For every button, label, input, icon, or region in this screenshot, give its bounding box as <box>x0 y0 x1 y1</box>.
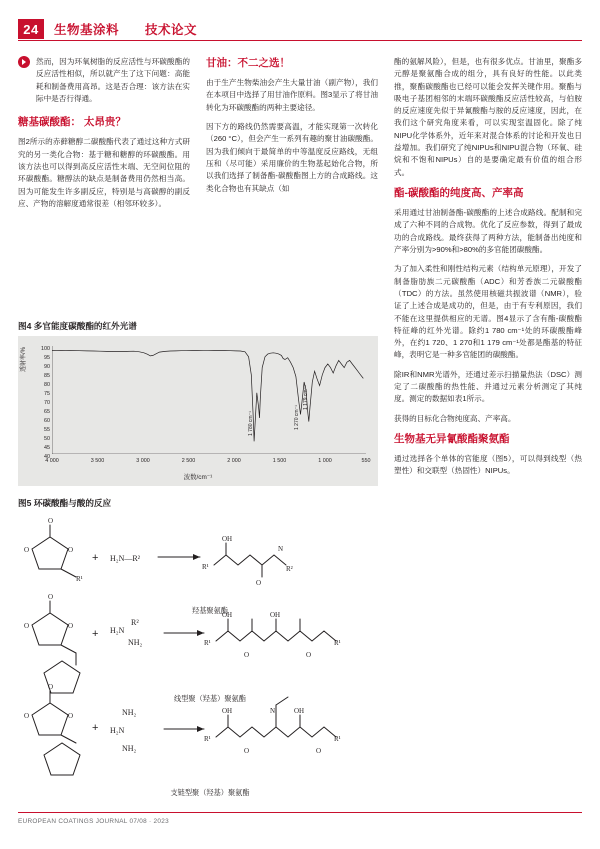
svg-text:O: O <box>244 651 250 659</box>
col2-paragraph-1: 由于生产生物柴油会产生大量甘油（副产物），我们在本项目中选择了用甘油作原料。图3显示了将甘油转化为环碳酸酯的两种主要途径。 <box>206 78 378 112</box>
col3-paragraph-4: 获得的目标化合物纯度高、产率高。 <box>394 413 516 423</box>
svg-text:O: O <box>68 712 74 720</box>
figure4-x-tick: 550 <box>361 458 371 464</box>
figure4-y-tick: 75 <box>44 391 50 397</box>
column-two <box>206 56 378 202</box>
figure4-y-tick: 80 <box>44 382 50 388</box>
svg-text:O: O <box>48 517 54 525</box>
figure4-x-ticks <box>40 458 376 468</box>
svg-text:O: O <box>48 593 54 601</box>
column-three <box>394 56 582 485</box>
svg-text:OH: OH <box>270 611 281 619</box>
figure5-caption-2: 线型聚（羟基）聚氨酯 <box>174 694 246 703</box>
svg-text:O: O <box>244 747 250 755</box>
col3-paragraph-3: 除IR和NMR光谱外，还通过差示扫描量热法（DSC）测定了二碳酸酯的热性能、并通过元素分析测定了其纯度。测定的数据如表1所示。 <box>394 369 582 404</box>
svg-text:N: N <box>278 545 284 553</box>
svg-text:NH₂: NH₂ <box>122 744 137 753</box>
figure4-x-tick: 3 000 <box>136 458 150 464</box>
svg-text:OH: OH <box>222 707 233 715</box>
svg-text:OH: OH <box>222 611 233 619</box>
figure4-x-tick: 2 500 <box>181 458 196 464</box>
col2-heading: 甘油：不二之选！ <box>206 57 290 69</box>
figure5-caption-3: 支链型聚（羟基）聚氨酯 <box>170 788 250 797</box>
svg-text:R¹: R¹ <box>76 575 83 583</box>
col1-paragraph-1: 图2所示的赤藓糖醇二碳酸酯代表了通过这种方式研究的另一类化合物：基于糖和糖醇的环碳酸酯。用该方法也可以得到高反应活性末端、无空间位阻的环碳酸酯。糖醇法的缺点是制备费用仍然相当高。因为可能发生许多副反应，特别是与高碳醇的副反应、产物的溶解度通常很差（相邻环较多）。 <box>18 137 190 208</box>
col3-paragraph-1: 采用通过甘油制备酯-碳酸酯的上述合成路线。配制和完成了六种不同的合成物。优化了反应参数，得到了最成功的合成路线。最终获得了两种方法，能制备出纯度和产率分别为>90%和>80%的多官能团碳酸酯。 <box>394 208 582 255</box>
svg-text:R¹: R¹ <box>202 563 209 571</box>
figure5-panel <box>18 513 378 801</box>
figure4-x-axis-label: 波数/cm⁻¹ <box>183 474 213 481</box>
figure4-x-tick: 1 000 <box>318 458 332 464</box>
figure4-y-tick: 65 <box>44 409 50 415</box>
figure4-peak-label: 1 179 cm⁻¹ <box>302 385 309 410</box>
col1-heading: 糖基碳酸酯： 太昂贵？ <box>18 116 126 129</box>
svg-text:O: O <box>68 546 74 554</box>
svg-text:N: N <box>270 707 276 715</box>
svg-text:R²: R² <box>286 565 293 573</box>
svg-text:OH: OH <box>294 707 305 715</box>
svg-text:O: O <box>68 622 74 630</box>
svg-text:H₂N—R²: H₂N—R² <box>110 554 141 563</box>
figure4-y-tick: 60 <box>44 418 50 424</box>
header-category: 生物基涂料 <box>54 23 120 37</box>
svg-text:+: + <box>92 552 99 564</box>
figure4-y-tick: 70 <box>44 400 50 406</box>
svg-text:R¹: R¹ <box>204 735 211 743</box>
figure4-x-tick: 3 500 <box>90 458 105 464</box>
figure5-caption-1: 羟基聚氨酯 <box>192 606 228 615</box>
svg-text:R²: R² <box>131 618 139 627</box>
header-divider <box>18 40 582 41</box>
svg-text:H₂N: H₂N <box>110 626 125 635</box>
figure4-y-tick: 40 <box>44 454 50 460</box>
svg-text:R¹: R¹ <box>334 639 341 647</box>
figure4-y-tick: 95 <box>44 355 50 361</box>
svg-text:+: + <box>92 722 99 734</box>
figure4-y-tick: 90 <box>44 364 50 370</box>
svg-text:O: O <box>48 683 54 691</box>
svg-text:R¹: R¹ <box>204 639 211 647</box>
svg-text:O: O <box>256 579 262 587</box>
svg-text:+: + <box>92 628 99 640</box>
figure5-reaction-scheme <box>18 513 378 801</box>
column-one <box>18 56 190 217</box>
figure4-peak-label: 1 780 cm⁻¹ <box>248 411 255 436</box>
figure4-title: 图4 多官能度碳酸酯的红外光谱 <box>18 321 137 331</box>
col2-paragraph-2: 因下方的路线仍然需要高温，才能实现第一次转化（260 °C），但会产生一系列有趣的聚甘油碳酸酯。因为我们倾向于最简单的中等温度反应路线，无组压和（尽可能）采用廉价的生物基起始化合物，所以我们选择了制备酯-碳酸酯图上方的合成路线。这类化合物也有其缺点（如 <box>206 122 378 193</box>
svg-text:O: O <box>24 546 30 554</box>
figure4-y-tick: 45 <box>44 445 50 451</box>
col3-heading-2: 生物基无异氰酸酯聚氨酯 <box>394 432 510 445</box>
figure4-y-tick: 55 <box>44 427 50 433</box>
figure4-peak-label: 1 270 cm⁻¹ <box>294 405 301 430</box>
play-bullet-icon <box>18 56 30 68</box>
svg-text:R¹: R¹ <box>334 735 341 743</box>
figure4-y-tick: 100 <box>41 346 50 352</box>
col3-paragraph-5: 通过选择各个单体的官能度（图5），可以得到线型（热塑性）和交联型（热固性）NIPUs。 <box>394 454 582 476</box>
svg-text:H₂N: H₂N <box>110 726 125 735</box>
figure4-x-tick: 4 000 <box>45 458 59 464</box>
figure4-spectrum-chart <box>52 346 366 454</box>
svg-text:NH₂: NH₂ <box>128 638 143 647</box>
col3-heading-1: 酯-碳酸酯的纯度高、产率高 <box>394 186 524 199</box>
svg-text:O: O <box>316 747 322 755</box>
figure4-y-axis-label: 透射率/% <box>21 346 27 372</box>
svg-text:O: O <box>306 651 312 659</box>
header-section: 技术论文 <box>145 23 198 37</box>
figure5-title: 图5 环碳酸酯与酸的反应 <box>18 498 112 508</box>
figure4-y-ticks <box>26 342 50 458</box>
page-header <box>18 18 582 40</box>
svg-text:O: O <box>24 712 30 720</box>
footer-text: EUROPEAN COATINGS JOURNAL 07/08 · 2023 <box>18 818 169 825</box>
svg-text:OH: OH <box>222 535 233 543</box>
col3-intro: 酯的氨解风险），但是，也有很多优点。甘油里，聚酯多元醇是聚氨酯合成的组分，具有良好的性能。以此类推，聚酯碳酸酯也已经可以能会发挥关键作用。聚酯与吸电子基团相邻的末端环碳酸酯反应活性较高，与伯胺的反应速度先似于异氰酸酯与胺的反应速度，因此，在我们这个研究角度来看，可以实现室温固化。除了纯NIPU化学体系外，近年来对混合体系的讨论和开发也日益增加。我们研究了纯NIPUs和NIPU混合物（环氧、硅烷和不饱和NIPUs）自的是要确定最有价值的组合形式。 <box>394 57 582 177</box>
page-number: 24 <box>18 19 44 39</box>
figure4-y-tick: 50 <box>44 436 50 442</box>
figure4-y-tick: 85 <box>44 373 50 379</box>
col3-paragraph-2: 为了加入柔性和刚性结构元素（结构单元原理），开发了制备脂肪族二元碳酸酯（ADC）和芳香族二元碳酸酯（TDC）的方法。虽然使用核磁共振波谱（NMR），验证了上述合成是成功的，但是，由于有专利原因，我们不能在这里提供相应的无谱。图4显示了含有酯-碳酸酯特征峰的红外光谱。除约1 780 cm⁻¹处的环碳酸酯峰外，在约1 720、1 270和1 179 cm⁻¹处都是酯基的特征峰，表明它是一种多官能团的碳酸酯。 <box>394 264 582 360</box>
lead-paragraph-row <box>18 56 190 105</box>
figure4-x-tick: 2 000 <box>227 458 241 464</box>
footer-divider <box>18 812 582 813</box>
svg-text:NH₂: NH₂ <box>122 708 137 717</box>
svg-text:O: O <box>24 622 30 630</box>
figure4-x-tick: 1 500 <box>272 458 287 464</box>
col1-lead-text: 然而，因为环氧树脂的反应活性与环碳酸酯的反应活性相似，所以就产生了这下问题：高能耗和制备费用高昂。这是否合理：该方法在实际中是否行得通。 <box>36 57 190 103</box>
